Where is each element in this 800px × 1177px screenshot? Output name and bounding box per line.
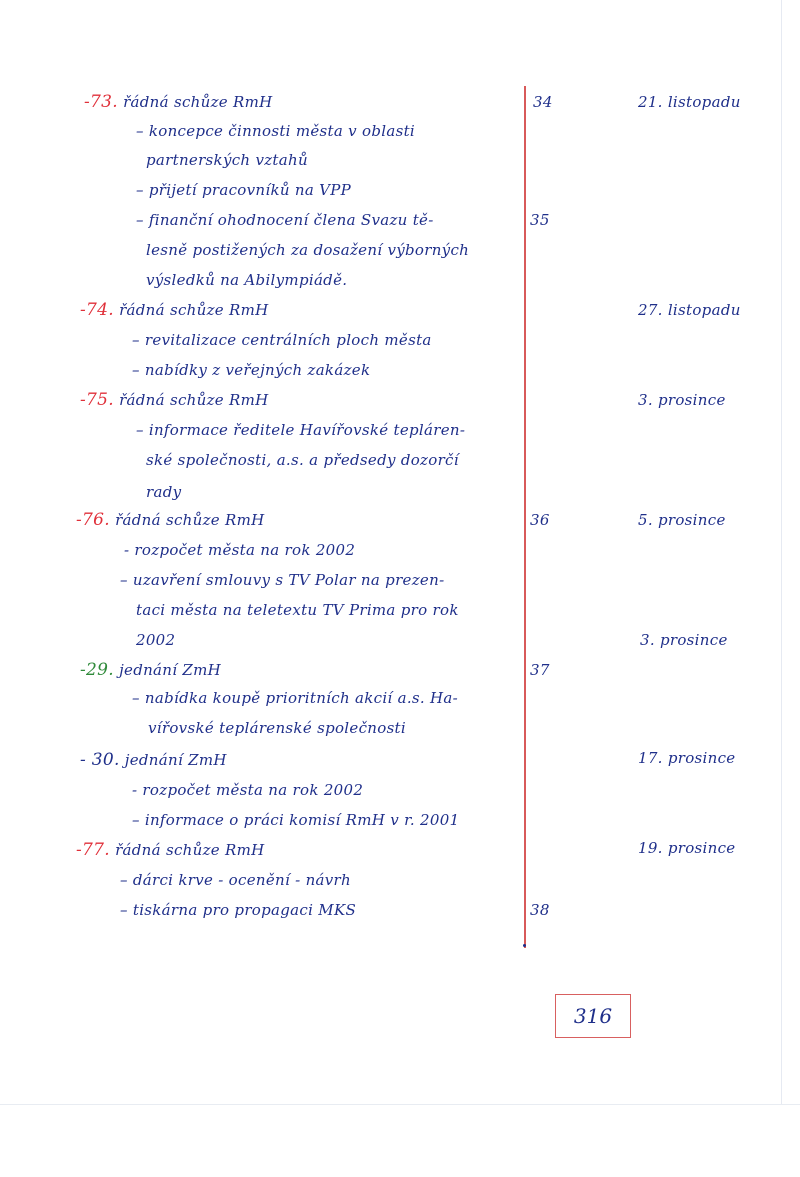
entry-line xyxy=(76,840,265,860)
entry-line xyxy=(132,360,370,380)
entry-line xyxy=(76,510,265,530)
entry-text: – přijetí pracovníků na VPP xyxy=(136,181,352,199)
meeting-date: 5. prosince xyxy=(638,511,726,529)
entry-text: jednání ZmH xyxy=(124,751,227,769)
reference-number: 37 xyxy=(530,661,550,679)
meeting-date: 3. prosince xyxy=(638,391,726,409)
entry-text: – finanční ohodnocení člena Svazu tě- xyxy=(136,211,434,229)
entry-line xyxy=(136,121,415,141)
scan-edge-bottom xyxy=(0,1104,800,1105)
entry-mark: -76. xyxy=(76,510,110,530)
entry-mark: - 30. xyxy=(80,750,120,770)
entry-line xyxy=(136,210,434,230)
entry-line xyxy=(146,270,347,290)
entry-text: řádná schůze RmH xyxy=(123,93,273,111)
entry-text: lesně postižených za dosažení výborných xyxy=(146,241,470,259)
entry-line xyxy=(146,482,181,502)
meeting-date: 21. listopadu xyxy=(638,93,741,111)
page-number-box xyxy=(555,994,631,1038)
reference-number: 38 xyxy=(530,901,550,919)
entry-line xyxy=(136,630,175,650)
entry-line xyxy=(80,300,269,320)
entry-mark: -74. xyxy=(80,300,114,320)
entry-mark: -73. xyxy=(84,92,118,112)
page-number: 316 xyxy=(573,1004,613,1028)
entry-text: – koncepce činnosti města v oblasti xyxy=(136,122,415,140)
entry-text: – nabídky z veřejných zakázek xyxy=(132,361,371,379)
entry-line xyxy=(80,390,269,410)
entry-line xyxy=(124,540,355,560)
entry-line xyxy=(80,660,221,680)
entry-line xyxy=(136,600,459,620)
entry-text: výsledků na Abilympiádě. xyxy=(146,271,348,289)
entry-text: jednání ZmH xyxy=(119,661,222,679)
entry-text: – informace o práci komisí RmH v r. 2001 xyxy=(132,811,460,829)
entry-text: rady xyxy=(146,483,182,501)
entry-line xyxy=(120,900,356,920)
red-margin-line xyxy=(524,86,526,948)
reference-number: 34 xyxy=(533,93,553,111)
entry-line xyxy=(136,420,465,440)
entry-text: řádná schůze RmH xyxy=(119,301,269,319)
entry-line xyxy=(84,92,273,112)
reference-number: 35 xyxy=(530,211,550,229)
entry-text: - rozpočet města na rok 2002 xyxy=(124,541,356,559)
entry-line xyxy=(146,450,459,470)
entry-line xyxy=(120,570,444,590)
entry-text: – informace ředitele Havířovské tepláren- xyxy=(136,421,466,439)
entry-text: – revitalizace centrálních ploch města xyxy=(132,331,432,349)
entry-mark: -29. xyxy=(80,660,114,680)
entry-line xyxy=(132,688,458,708)
entry-text: ské společnosti, a.s. a předsedy dozorčí xyxy=(146,451,459,469)
entry-line xyxy=(132,780,363,800)
entry-text: – dárci krve - ocenění - návrh xyxy=(120,871,351,889)
entry-line xyxy=(148,718,406,738)
entry-mark: -77. xyxy=(76,840,110,860)
entry-line xyxy=(80,750,227,770)
entry-mark: -75. xyxy=(80,390,114,410)
entry-text: - rozpočet města na rok 2002 xyxy=(132,781,364,799)
entry-text: vířovské teplárenské společnosti xyxy=(148,719,406,737)
scan-edge-right xyxy=(781,0,782,1104)
entry-line xyxy=(136,180,351,200)
reference-number: 36 xyxy=(530,511,550,529)
entry-text: řádná schůze RmH xyxy=(115,841,265,859)
entry-text: – nabídka koupě prioritních akcií a.s. Ha- xyxy=(132,689,459,707)
margin-line-end-dot xyxy=(523,944,526,947)
entry-text: partnerských vztahů xyxy=(146,151,308,169)
entry-line xyxy=(146,240,469,260)
entry-text: – tiskárna pro propagaci MKS xyxy=(120,901,357,919)
entry-line xyxy=(120,870,351,890)
meeting-date: 3. prosince xyxy=(640,631,728,649)
entry-text: taci města na teletextu TV Prima pro rok xyxy=(136,601,459,619)
meeting-date: 17. prosince xyxy=(638,749,736,767)
entry-line xyxy=(146,150,308,170)
entry-line xyxy=(132,810,459,830)
entry-line xyxy=(132,330,432,350)
entry-text: 2002 xyxy=(136,631,176,649)
meeting-date: 19. prosince xyxy=(638,839,736,857)
entry-text: řádná schůze RmH xyxy=(119,391,269,409)
entry-text: řádná schůze RmH xyxy=(115,511,265,529)
meeting-date: 27. listopadu xyxy=(638,301,741,319)
entry-text: – uzavření smlouvy s TV Polar na prezen- xyxy=(120,571,445,589)
